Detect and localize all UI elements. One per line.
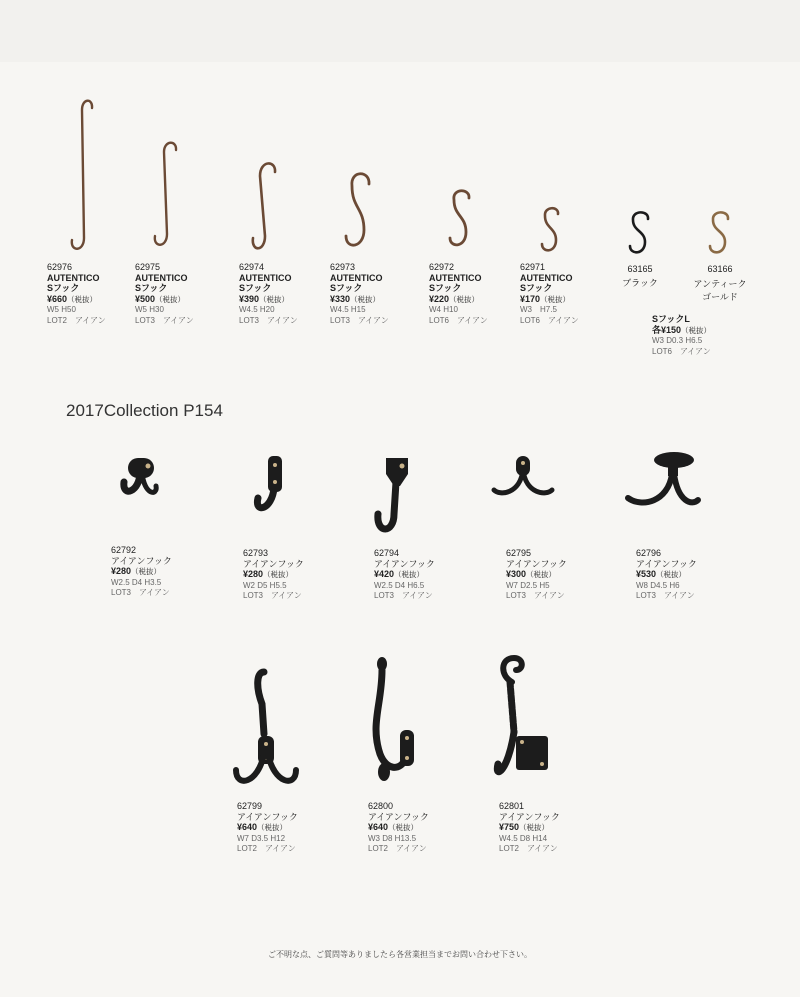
product-name: Sフック	[135, 283, 168, 293]
product-price: ¥300	[506, 569, 527, 579]
product-label-62801	[499, 801, 560, 855]
product-series: AUTENTICO	[135, 272, 188, 283]
product-code: 62799	[237, 801, 263, 811]
tax-note: （税抜）	[519, 823, 550, 832]
footnote: ご不明な点、ご質問等ありましたら各営業担当までお問い合わせ下さい。	[268, 950, 532, 959]
tax-note: （税抜）	[257, 823, 288, 832]
product-label-62976	[47, 262, 106, 326]
product-lot: LOT2 アイアン	[47, 315, 106, 325]
s-hook-l-spec	[652, 314, 711, 357]
tax-note: （税抜）	[131, 567, 162, 576]
product-lot: LOT3 アイアン	[636, 591, 695, 600]
product-name: Sフック	[47, 283, 80, 293]
section-title: 2017Collection P154	[66, 401, 223, 420]
product-label-62974	[239, 262, 298, 326]
product-series: AUTENTICO	[429, 272, 482, 283]
product-price: ¥390	[239, 293, 260, 304]
product-color: ブラック	[622, 277, 658, 288]
product-lot: LOT2 アイアン	[499, 844, 558, 853]
product-series: AUTENTICO	[47, 272, 100, 283]
product-price: ¥420	[374, 569, 395, 579]
product-price: ¥170	[520, 293, 541, 304]
product-lot: LOT6 アイアン	[520, 315, 579, 325]
tax-note: （税抜）	[526, 570, 557, 579]
product-series: AUTENTICO	[330, 272, 383, 283]
tax-note: （税抜）	[263, 570, 294, 579]
product-lot: LOT3 アイアン	[135, 315, 194, 325]
iron-hook-62796-image	[622, 448, 702, 518]
iron-hook-62801-image	[490, 652, 556, 794]
product-label-62975	[135, 262, 194, 326]
product-size: W7 D2.5 H5	[506, 580, 550, 590]
product-name: アイアンフック	[636, 558, 697, 569]
product-size: W8 D4.5 H6	[636, 580, 680, 590]
product-name: Sフック	[520, 283, 553, 293]
product-lot: LOT2 アイアン	[368, 844, 427, 853]
product-name: アイアンフック	[237, 811, 298, 822]
product-size: W5 H30	[135, 305, 164, 314]
product-size: W4.5 H15	[330, 305, 366, 314]
tax-note: （税抜）	[388, 823, 419, 832]
product-code: 62801	[499, 801, 525, 811]
product-lot: LOT3 アイアン	[330, 315, 389, 325]
product-code: 62971	[520, 262, 546, 272]
product-price: ¥640	[368, 822, 389, 832]
s-hook-62974-image	[248, 158, 282, 254]
product-label-62799	[237, 801, 298, 855]
product-price: ¥500	[135, 293, 156, 304]
s-hook-63166-gold-image	[704, 208, 736, 258]
s-hook-62976-image	[66, 96, 100, 256]
product-lot: LOT6 アイアン	[652, 346, 711, 356]
tax-note: （税抜）	[681, 325, 712, 335]
tax-note: （税抜）	[449, 294, 480, 304]
product-label-62792	[111, 545, 172, 599]
product-label-62793	[243, 548, 304, 602]
iron-hook-62792-image	[116, 452, 162, 510]
product-price: 各¥150	[652, 324, 682, 335]
product-price: ¥280	[243, 569, 264, 579]
s-hook-63165-black-image	[624, 208, 656, 258]
product-label-62971	[520, 262, 579, 326]
product-size: W3 D0.3 H6.5	[652, 336, 703, 345]
s-hook-62972-image	[444, 186, 476, 252]
product-size: W4.5 H20	[239, 305, 275, 314]
product-price: ¥660	[47, 293, 68, 304]
s-hook-62973-image	[340, 168, 376, 252]
product-code: 62794	[374, 548, 400, 558]
tax-note: （税抜）	[67, 294, 98, 304]
product-price: ¥330	[330, 293, 351, 304]
product-series: AUTENTICO	[520, 272, 573, 283]
product-code: 62800	[368, 801, 394, 811]
product-name: アイアンフック	[506, 558, 567, 569]
product-lot: LOT3 アイアン	[506, 591, 565, 600]
product-size: W2 D5 H5.5	[243, 580, 287, 590]
top-band	[0, 0, 800, 62]
product-lot: LOT3 アイアン	[374, 591, 433, 600]
product-lot: LOT3 アイアン	[243, 591, 302, 600]
product-label-63165	[612, 264, 668, 288]
product-code: 62972	[429, 262, 455, 272]
product-size: W3 H7.5	[520, 305, 557, 314]
tax-note: （税抜）	[259, 294, 290, 304]
product-code: 62976	[47, 262, 73, 272]
product-code: 62796	[636, 548, 662, 558]
product-name: SフックL	[652, 314, 690, 324]
product-label-62796	[636, 548, 697, 602]
product-lot: LOT3 アイアン	[111, 588, 170, 597]
product-size: W7 D3.5 H12	[237, 833, 286, 843]
iron-hook-62800-image	[366, 654, 422, 794]
product-code: 62975	[135, 262, 161, 272]
product-name: Sフック	[429, 283, 462, 293]
product-size: W3 D8 H13.5	[368, 833, 417, 843]
product-price: ¥750	[499, 822, 520, 832]
product-code: 62793	[243, 548, 269, 558]
tax-note: （税抜）	[540, 294, 571, 304]
product-code: 62974	[239, 262, 265, 272]
product-code: 62973	[330, 262, 356, 272]
product-name: アイアンフック	[499, 811, 560, 822]
product-size: W2.5 D4 H3.5	[111, 577, 162, 587]
product-color: アンティーク ゴールド	[693, 278, 747, 302]
product-size: W5 H50	[47, 305, 76, 314]
tax-note: （税抜）	[656, 570, 687, 579]
product-series: AUTENTICO	[239, 272, 292, 283]
product-price: ¥280	[111, 566, 132, 576]
iron-hook-62794-image	[370, 452, 424, 538]
product-name: アイアンフック	[243, 558, 304, 569]
iron-hook-62793-image	[250, 452, 294, 526]
product-code: 62792	[111, 545, 137, 555]
product-label-62794	[374, 548, 435, 602]
tax-note: （税抜）	[394, 570, 425, 579]
product-lot: LOT6 アイアン	[429, 315, 488, 325]
product-name: アイアンフック	[368, 811, 429, 822]
product-size: W2.5 D4 H6.5	[374, 580, 425, 590]
product-price: ¥530	[636, 569, 657, 579]
product-size: W4.5 D8 H14	[499, 833, 548, 843]
product-name: Sフック	[330, 283, 363, 293]
product-label-62972	[429, 262, 488, 326]
tax-note: （税抜）	[350, 294, 381, 304]
iron-hook-62795-image	[490, 454, 556, 504]
product-lot: LOT2 アイアン	[237, 844, 296, 853]
product-size: W4 H10	[429, 305, 458, 314]
product-label-63166	[688, 264, 752, 304]
product-label-62973	[330, 262, 389, 326]
s-hook-62971-image	[537, 204, 565, 256]
product-price: ¥220	[429, 293, 450, 304]
product-lot: LOT3 アイアン	[239, 315, 298, 325]
product-label-62800	[368, 801, 429, 855]
s-hook-62975-image	[150, 138, 184, 250]
product-name: アイアンフック	[111, 555, 172, 566]
tax-note: （税抜）	[155, 294, 186, 304]
product-label-62795	[506, 548, 567, 602]
iron-hook-62799-image	[228, 664, 304, 794]
product-price: ¥640	[237, 822, 258, 832]
product-code: 62795	[506, 548, 532, 558]
product-name: Sフック	[239, 283, 272, 293]
product-code: 63165	[627, 264, 653, 274]
product-code: 63166	[707, 264, 733, 274]
product-name: アイアンフック	[374, 558, 435, 569]
